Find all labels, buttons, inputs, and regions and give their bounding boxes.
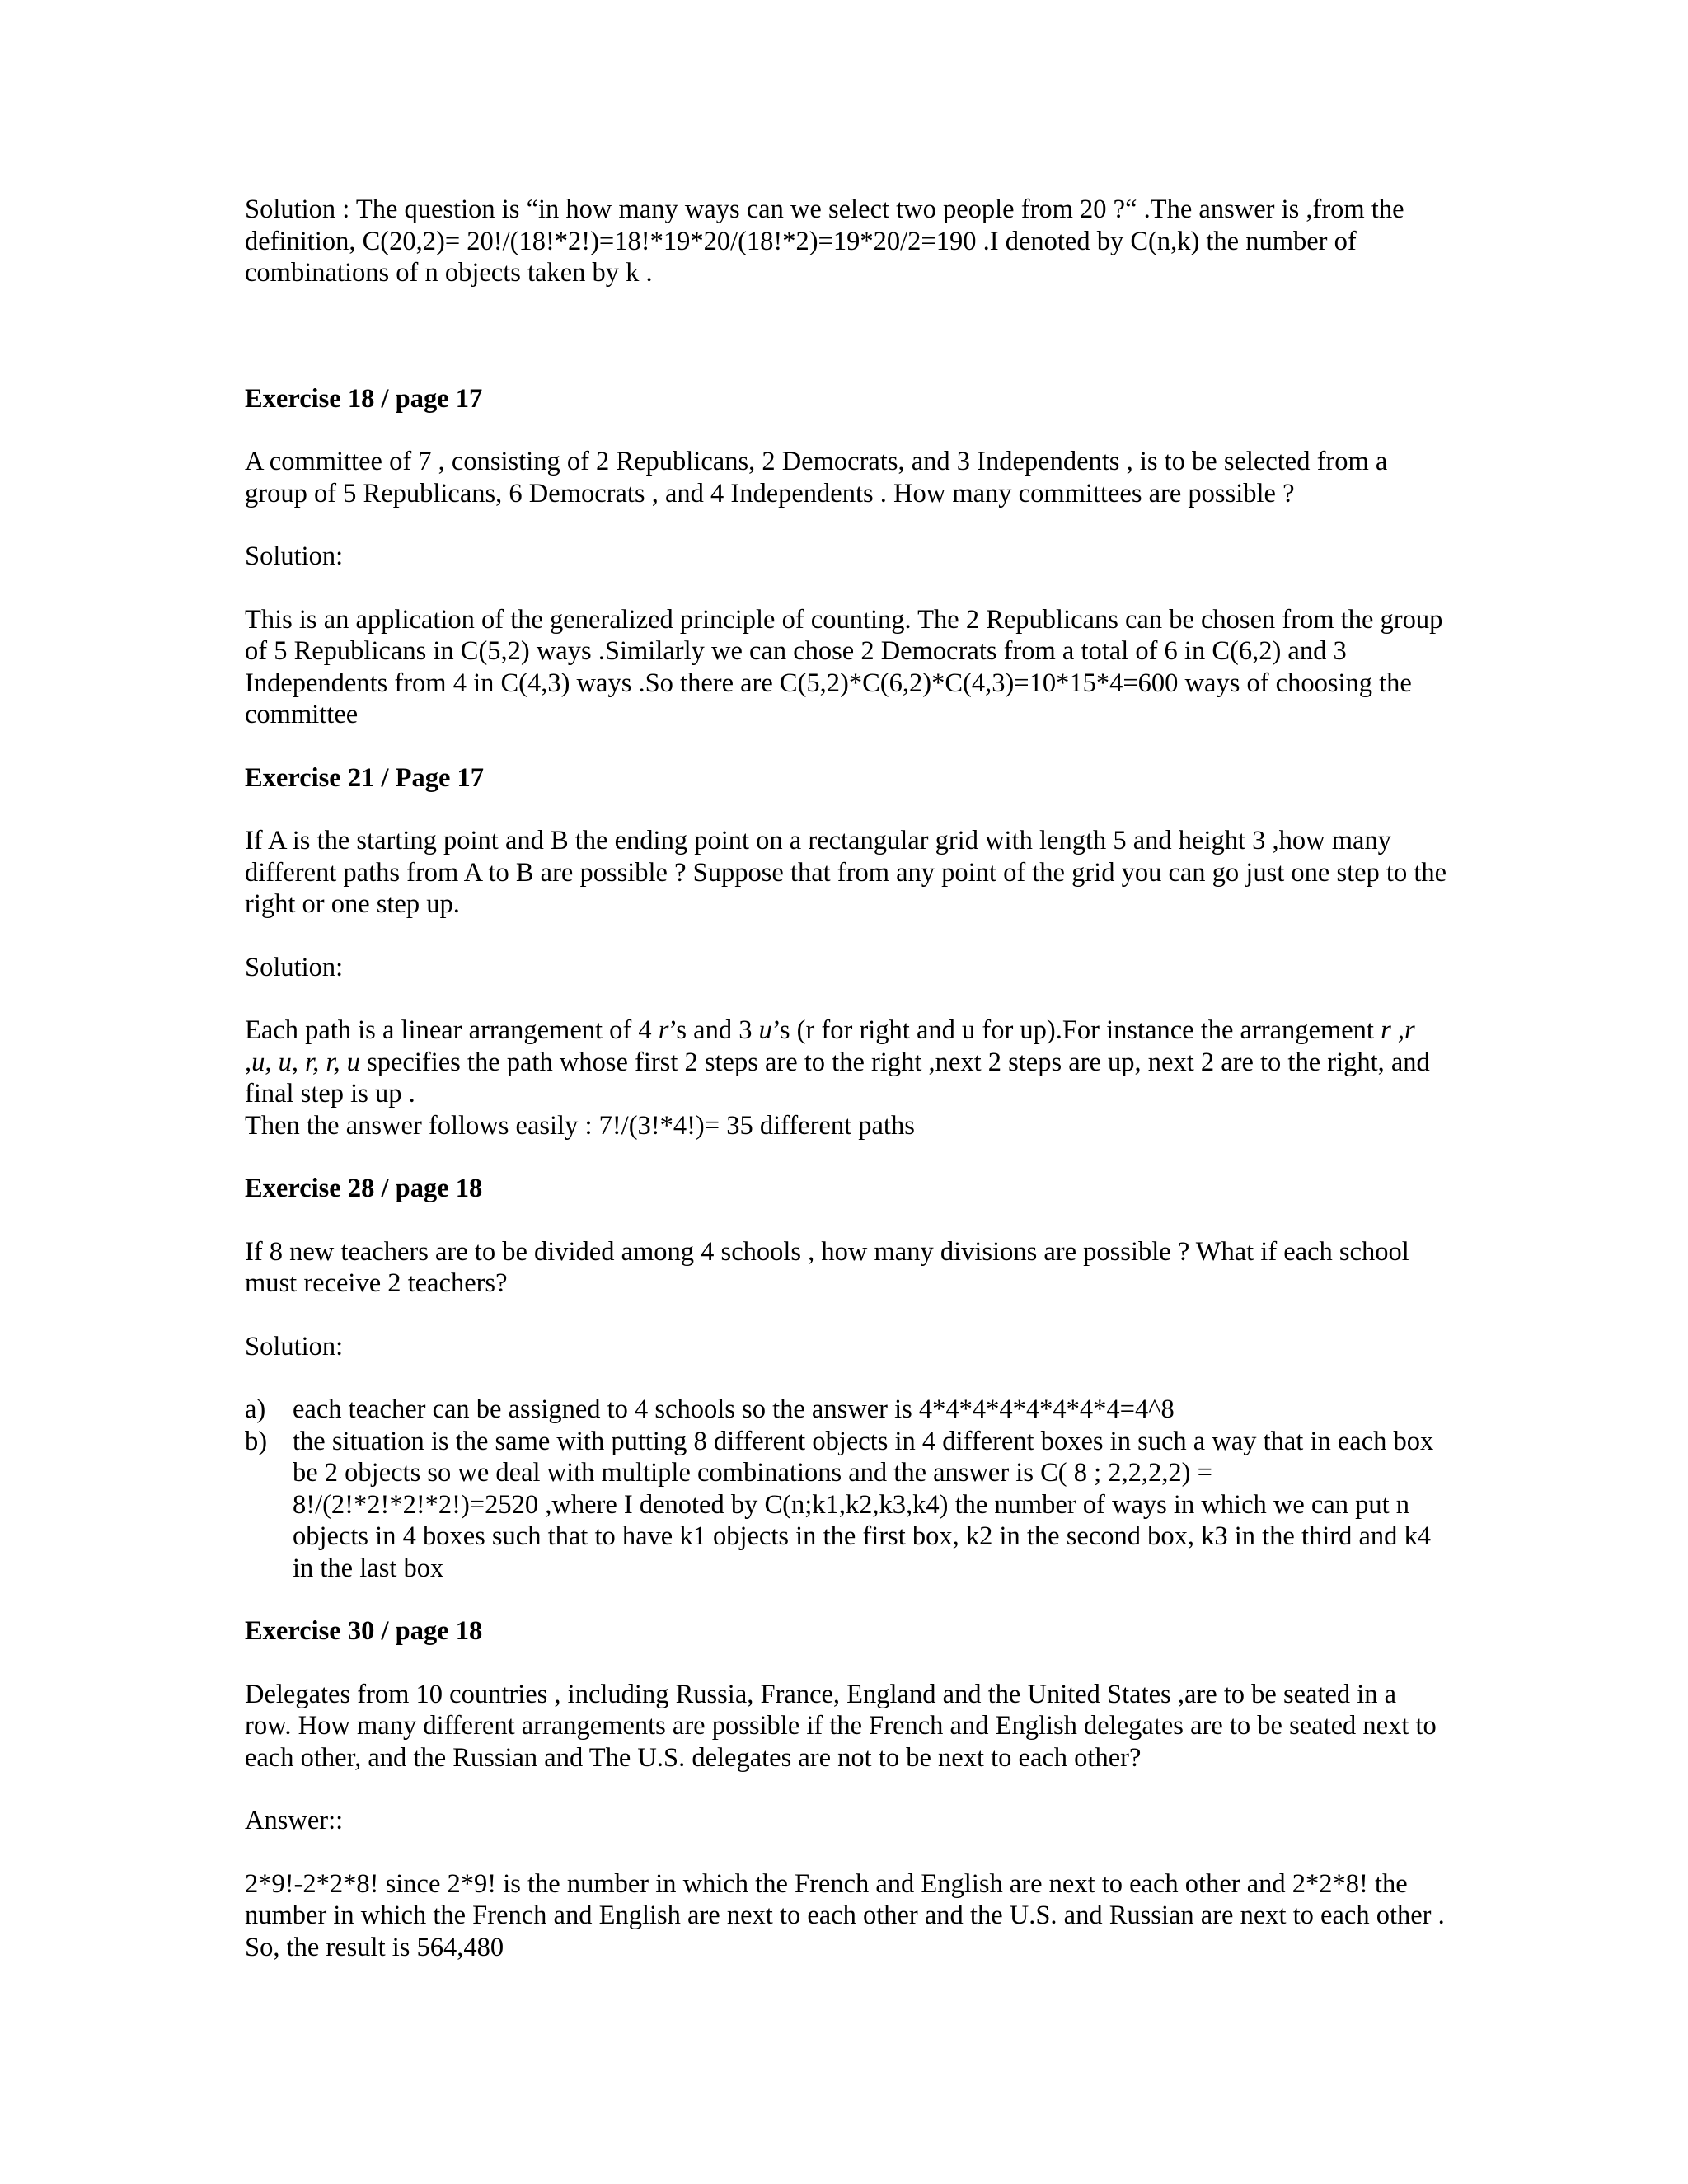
exercise-21-answer: Then the answer follows easily : 7!/(3!*4!)= 35 different paths	[245, 1110, 915, 1141]
solution-text: Each path is a linear arrangement of 4	[245, 1015, 659, 1045]
exercise-21-question: If A is the starting point and B the ending point on a rectangular grid with length 5 and height 3 ,how many different paths from A to B are possible ? Suppose that from any point of the grid you can go just one step to the right or one step up.	[245, 826, 1447, 919]
spacer	[245, 1774, 1448, 1805]
symbol-r: r	[658, 1015, 669, 1045]
exercise-28-solution-list	[245, 1394, 1448, 1584]
exercise-21-solution	[245, 1015, 1448, 1110]
spacer	[245, 289, 1448, 352]
spacer	[245, 921, 1448, 952]
exercise-18-solution: This is an application of the generalized principle of counting. The 2 Republicans can be chosen from the group of 5 Republicans in C(5,2) ways .Similarly we can chose 2 Democrats from a total of 6 in C(6,2) and 3 Independents from 4 in C(4,3) ways .So there are C(5,2)*C(6,2)*C(4,3)=10*15*4=600 ways of choosing the committee	[245, 604, 1443, 729]
spacer	[245, 1647, 1448, 1679]
spacer	[245, 415, 1448, 446]
exercise-18-heading: Exercise 18 / page 17	[245, 383, 483, 414]
list-item-text: the situation is the same with putting 8 different objects in 4 different boxes in such a way that in each box be 2 objects so we deal with multiple combinations and the answer is C( 8 ; 2,2,2,2) = 8!/(2!*2!*2!*2!)=2520 ,where I denoted by C(n;k1,k2,k3,k4) the number of ways in which we can put n objects in 4 boxes such that to have k1 objects in the first box, k2 in the second box, k3 in the third and k4 in the last box	[293, 1426, 1434, 1583]
path-arrangement: r ,r ,u, u, r, r, u	[245, 1015, 1415, 1077]
solution-text: ’s and 3	[668, 1015, 759, 1045]
spacer	[245, 1362, 1448, 1394]
exercise-28-question: If 8 new teachers are to be divided among 4 schools , how many divisions are possible ? What if each school must receive 2 teachers?	[245, 1236, 1409, 1298]
exercise-28-heading: Exercise 28 / page 18	[245, 1174, 483, 1203]
list-marker: b)	[245, 1426, 268, 1456]
symbol-u: u	[758, 1015, 772, 1045]
exercise-30-answer: 2*9!-2*2*8! since 2*9! is the number in which the French and English are next to each other and 2*2*8! the number in which the French and English are next to each other and the U.S. and Russian are next to each other . So, the result is 564,480	[245, 1868, 1445, 1962]
spacer	[245, 983, 1448, 1015]
spacer	[245, 509, 1448, 541]
exercise-30-heading: Exercise 30 / page 18	[245, 1616, 483, 1646]
intro-solution: Solution : The question is “in how many ways can we select two people from 20 ?“ .The answer is ,from the definition, C(20,2)= 20!/(18!*2!)=18!*19*20/(18!*2)=19*20/2=190 .I denoted by C(n,k) the number of combinations of n objects taken by k .	[245, 194, 1404, 288]
list-item	[245, 1426, 1448, 1585]
spacer	[245, 1300, 1448, 1331]
spacer	[245, 1141, 1448, 1173]
exercise-30-question: Delegates from 10 countries , including Russia, France, England and the United States ,are to be seated in a row. How many different arrangements are possible if the French and English delegates are to be seated next to each other, and the Russian and The U.S. delegates are not to be next to each other?	[245, 1679, 1437, 1773]
exercise-18-solution-label: Solution:	[245, 541, 344, 571]
exercise-21-heading: Exercise 21 / Page 17	[245, 762, 485, 793]
spacer	[245, 573, 1448, 604]
exercise-30-answer-label: Answer::	[245, 1806, 344, 1835]
exercise-18-question: A committee of 7 , consisting of 2 Republicans, 2 Democrats, and 3 Independents , is to be selected from a group of 5 Republicans, 6 Democrats , and 4 Independents . How many committees are possible ?	[245, 447, 1388, 509]
spacer	[245, 352, 1448, 383]
document-page	[245, 194, 1448, 1963]
solution-text: specifies the path whose first 2 steps are to the right ,next 2 steps are up, next 2 are to the right, and final step is up .	[245, 1047, 1430, 1108]
list-marker: a)	[245, 1394, 266, 1424]
spacer	[245, 1837, 1448, 1868]
list-item	[245, 1394, 1448, 1426]
exercise-28-solution-label: Solution:	[245, 1331, 344, 1361]
spacer	[245, 1584, 1448, 1615]
spacer	[245, 1205, 1448, 1236]
spacer	[245, 794, 1448, 825]
spacer	[245, 731, 1448, 762]
solution-text: ’s (r for right and u for up).For instance the arrangement	[771, 1015, 1381, 1045]
exercise-21-solution-label: Solution:	[245, 952, 344, 982]
list-item-text: each teacher can be assigned to 4 schools so the answer is 4*4*4*4*4*4*4*4=4^8	[293, 1394, 1175, 1424]
